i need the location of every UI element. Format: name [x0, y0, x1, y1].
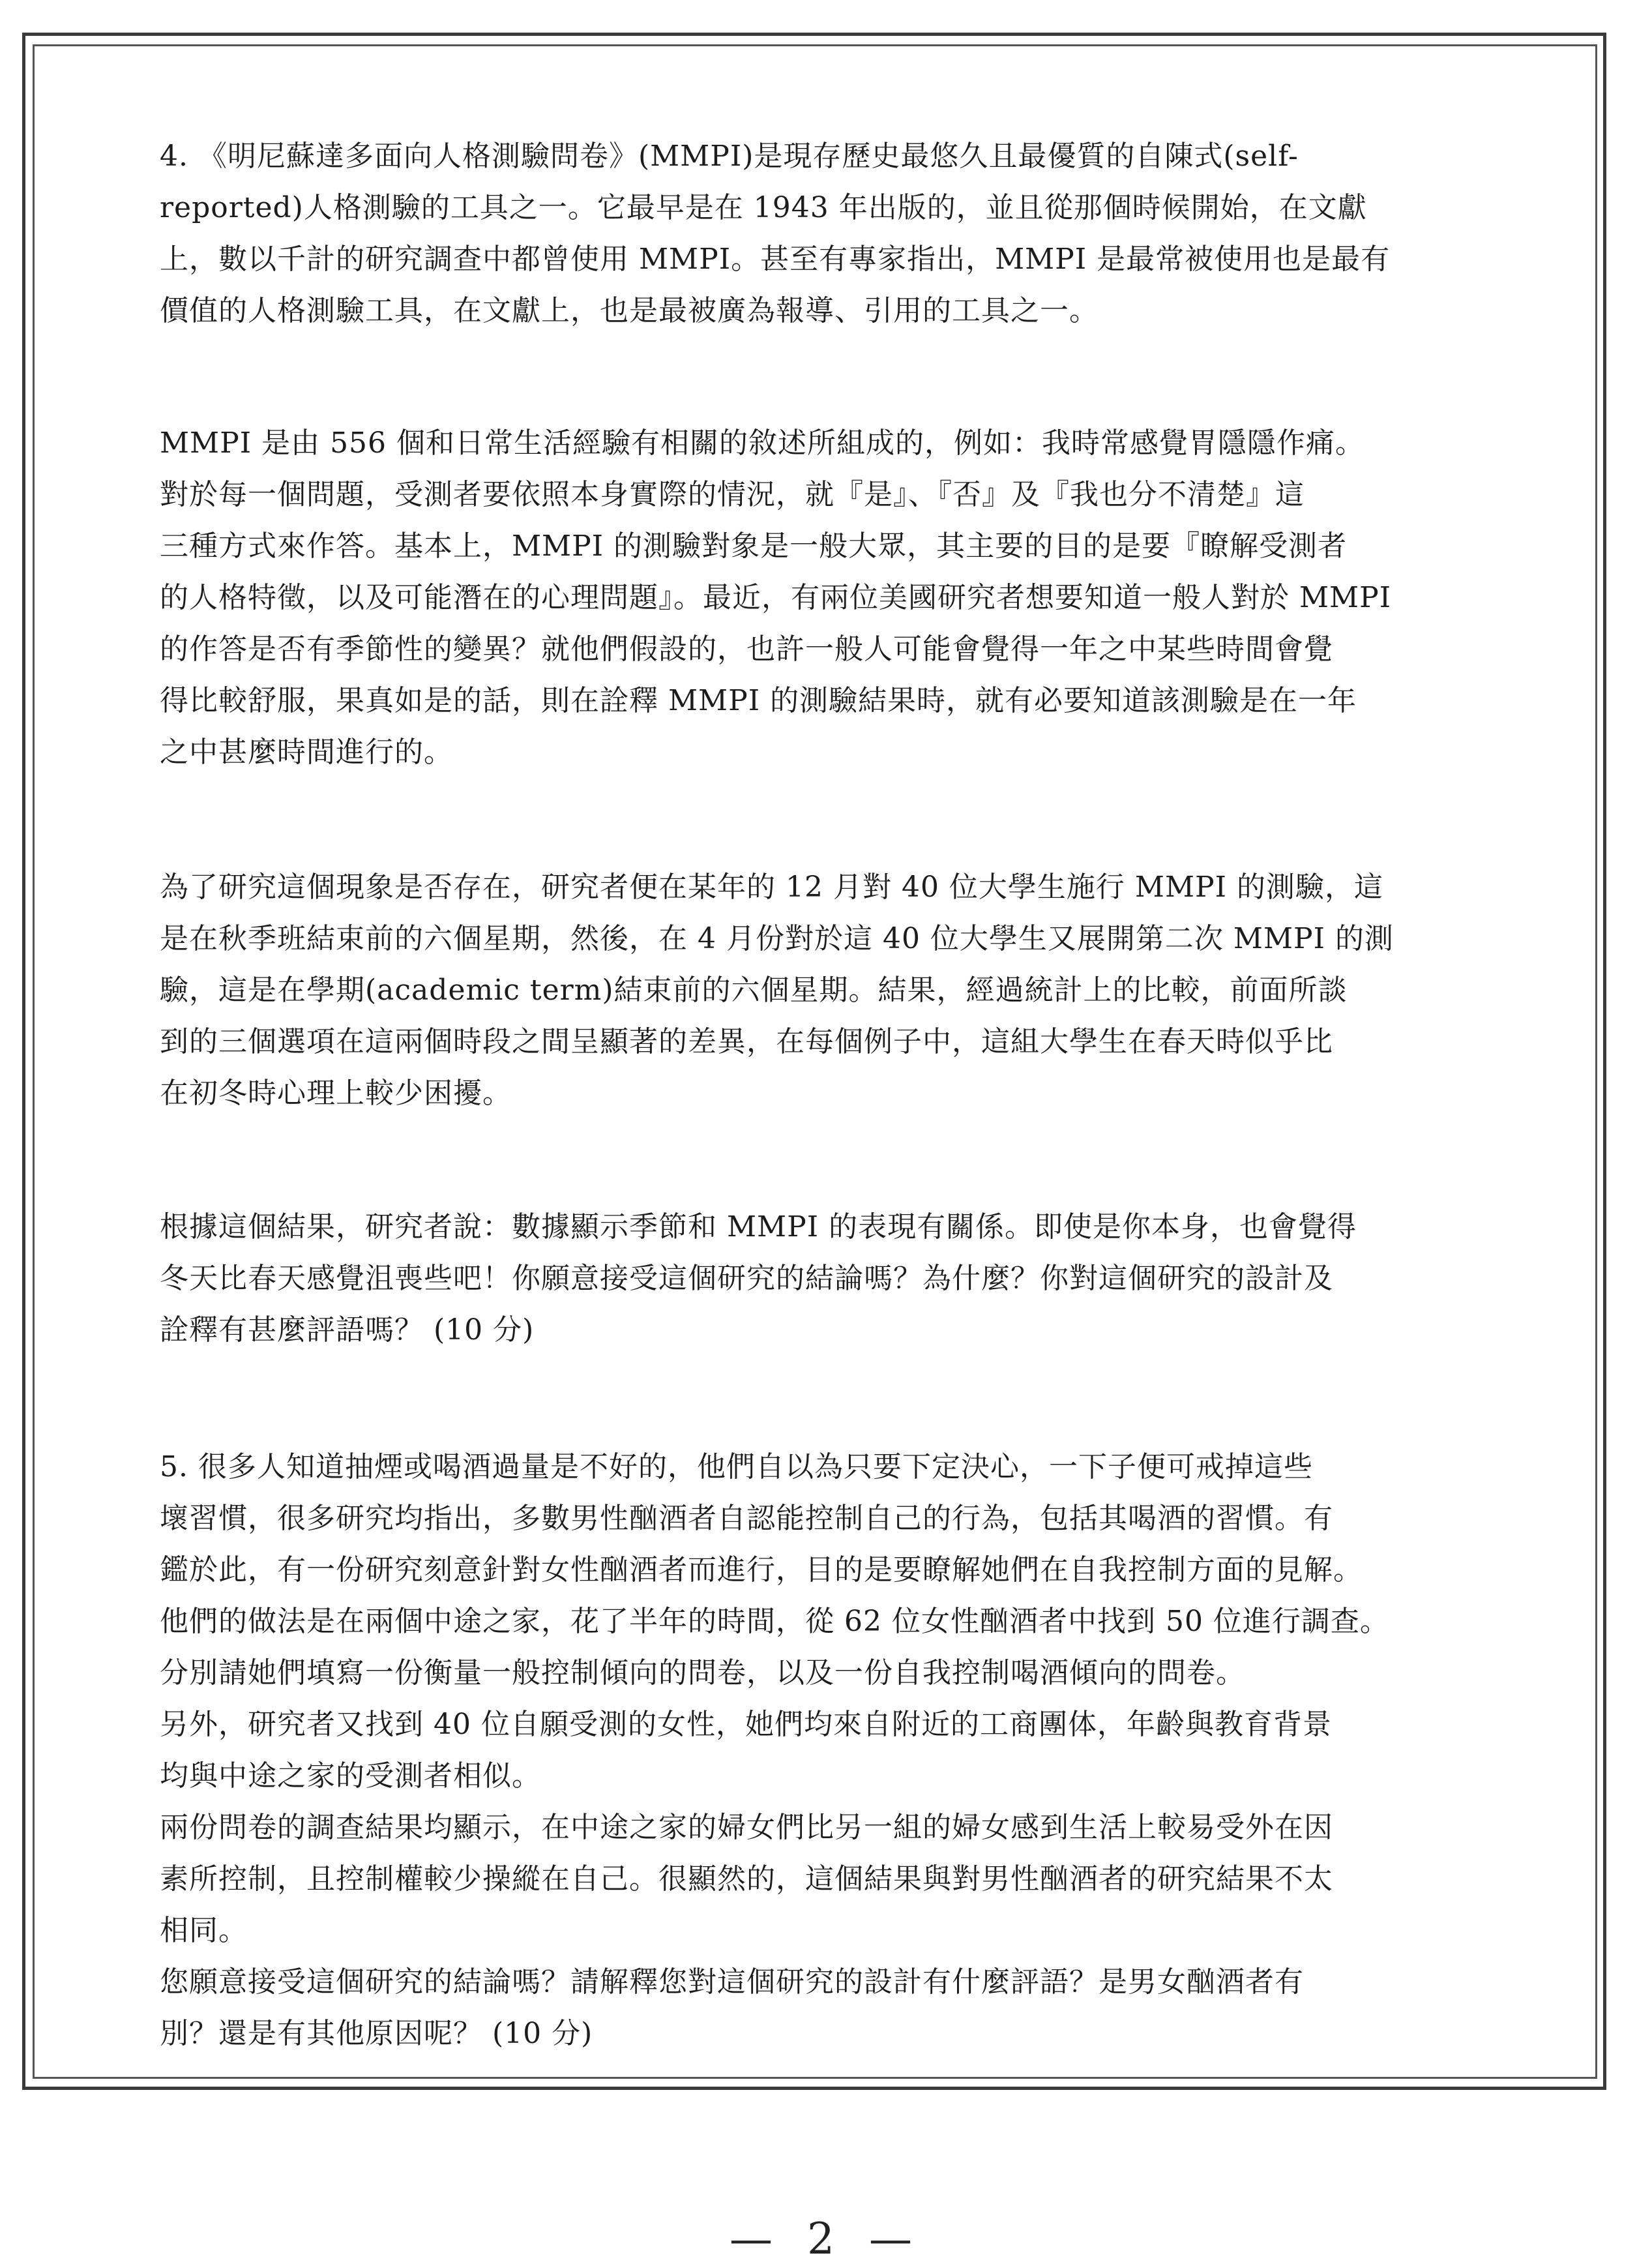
text-line: 素所控制，且控制權較少操縱在自己。很顯然的，這個結果與對男性酗酒者的研究結果不太: [160, 1862, 1333, 1896]
page-number: — 2 —: [730, 2214, 922, 2264]
paragraph-gap: [160, 1356, 1496, 1441]
text-line: MMPI 是由 556 個和日常生活經驗有相關的敘述所組成的，例如：我時常感覺胃隱隱作痛。: [160, 426, 1365, 460]
text-line: 5. 很多人知道抽煙或喝酒過量是不好的，他們自以為只要下定決心，一下子便可戒掉這些: [160, 1450, 1313, 1483]
paragraph-gap: [160, 778, 1496, 861]
text-line: 是在秋季班結束前的六個星期，然後，在 4 月份對於這 40 位大學生又展開第二次 MMPI 的測: [160, 922, 1394, 955]
text-line: 上，數以千計的研究調查中都曾使用 MMPI。甚至有專家指出，MMPI 是最常被使用也是最有: [160, 243, 1391, 276]
text-line: 他們的做法是在兩個中途之家，花了半年的時間，從 62 位女性酗酒者中找到 50 位進行調查。: [160, 1605, 1389, 1638]
text-line: 在初冬時心理上較少困擾。: [160, 1077, 512, 1110]
text-line: 相同。: [160, 1914, 248, 1947]
text-line: 別？還是有其他原因呢？ (10 分): [160, 2017, 593, 2050]
text-line: 4. 《明尼蘇達多面向人格測驗問卷》(MMPI)是現存歷史最悠久且最優質的自陳式(self-: [160, 140, 1299, 173]
text-line: 的人格特徵，以及可能潛在的心理問題』。最近，有兩位美國研究者想要知道一般人對於 MMPI: [160, 581, 1392, 614]
q4-question-paragraph: [160, 1201, 1496, 1356]
q4-intro-paragraph: [160, 130, 1496, 336]
q4-mmpi-description-paragraph: [160, 417, 1496, 778]
text-line: 您願意接受這個研究的結論嗎？請解釋您對這個研究的設計有什麼評語？是男女酗酒者有: [160, 1965, 1304, 1999]
text-line: 兩份問卷的調查結果均顯示，在中途之家的婦女們比另一組的婦女感到生活上較易受外在因: [160, 1811, 1333, 1844]
text-line: 三種方式來作答。基本上，MMPI 的測驗對象是一般大眾，其主要的目的是要『瞭解受測者: [160, 529, 1348, 563]
text-line: 鑑於此，有一份研究刻意針對女性酗酒者而進行，目的是要瞭解她們在自我控制方面的見解。: [160, 1553, 1363, 1586]
text-line: 冬天比春天感覺沮喪些吧！你願意接受這個研究的結論嗎？為什麼？你對這個研究的設計及: [160, 1262, 1333, 1295]
q4-study-paragraph: [160, 861, 1496, 1119]
text-line: 之中甚麼時間進行的。: [160, 736, 453, 769]
paragraph-gap: [160, 1119, 1496, 1201]
text-line: 得比較舒服，果真如是的話，則在詮釋 MMPI 的測驗結果時，就有必要知道該測驗是在一年: [160, 684, 1357, 717]
text-line: 壞習慣，很多研究均指出，多數男性酗酒者自認能控制自己的行為，包括其喝酒的習慣。有: [160, 1502, 1333, 1535]
text-line: 另外，研究者又找到 40 位自願受測的女性，她們均來自附近的工商團体，年齡與教育背景: [160, 1708, 1332, 1741]
text-line: 為了研究這個現象是否存在，研究者便在某年的 12 月對 40 位大學生施行 MMPI 的測驗，這: [160, 871, 1383, 904]
text-line: 詮釋有甚麼評語嗎？ (10 分): [160, 1313, 535, 1347]
text-line: 驗，這是在學期(academic term)結束前的六個星期。結果，經過統計上的比較，前面所談: [160, 974, 1348, 1007]
paragraph-gap: [160, 336, 1496, 417]
text-line: 根據這個結果，研究者說：數據顯示季節和 MMPI 的表現有關係。即使是你本身，也會覺得: [160, 1210, 1357, 1244]
text-line: 到的三個選項在這兩個時段之間呈顯著的差異，在每個例子中，這組大學生在春天時似乎比: [160, 1025, 1333, 1058]
text-line: reported)人格測驗的工具之一。它最早是在 1943 年出版的，並且從那個時候開始，在文獻: [160, 191, 1367, 224]
text-line: 價值的人格測驗工具，在文獻上，也是最被廣為報導、引用的工具之一。: [160, 294, 1099, 327]
q5-paragraph: [160, 1441, 1496, 2059]
text-line: 對於每一個問題，受測者要依照本身實際的情況，就『是』、『否』及『我也分不清楚』這: [160, 478, 1305, 511]
text-line: 均與中途之家的受測者相似。: [160, 1759, 541, 1793]
text-line: 的作答是否有季節性的變異？就他們假設的，也許一般人可能會覺得一年之中某些時間會覺: [160, 633, 1333, 666]
text-line: 分別請她們填寫一份衡量一般控制傾向的問卷，以及一份自我控制喝酒傾向的問卷。: [160, 1656, 1245, 1690]
exam-content: [160, 130, 1496, 2059]
